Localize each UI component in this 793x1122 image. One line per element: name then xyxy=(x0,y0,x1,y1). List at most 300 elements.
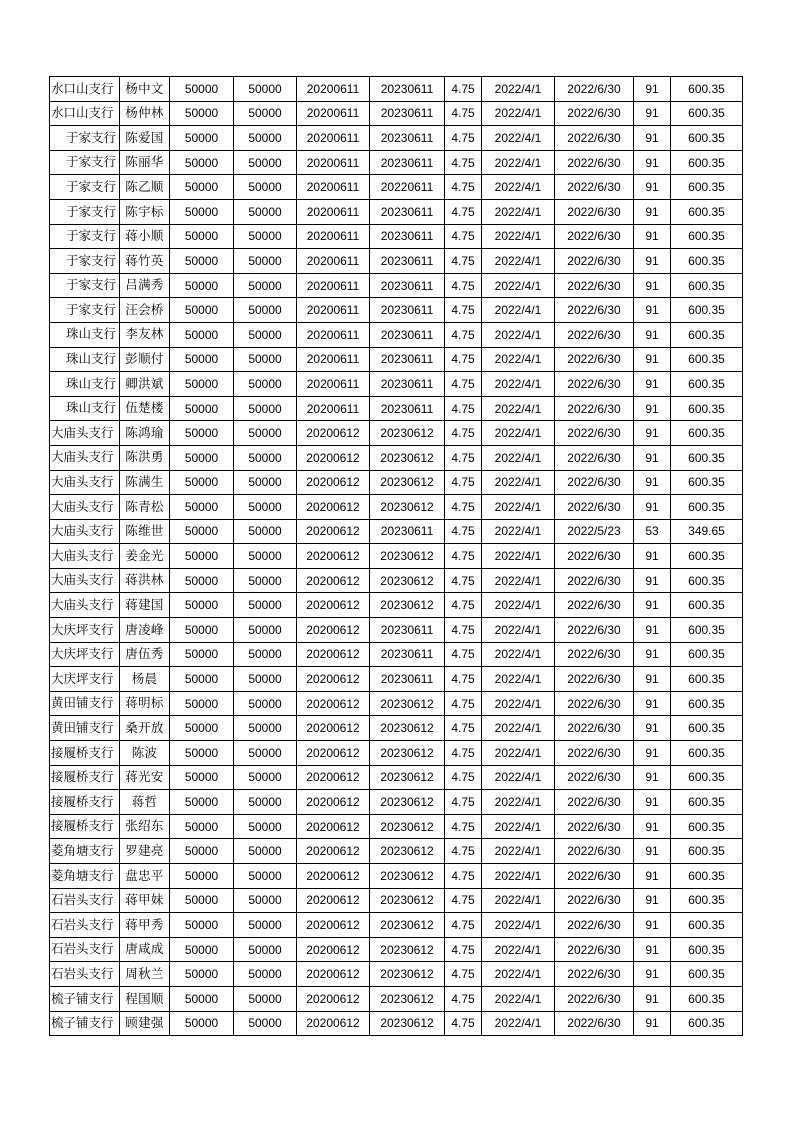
interest-amount-cell: 600.35 xyxy=(671,199,743,224)
interest-rate-cell: 4.75 xyxy=(445,765,482,790)
end-date-cell: 20230611 xyxy=(370,249,445,274)
days-cell: 91 xyxy=(634,470,671,495)
branch-cell: 珠山支行 xyxy=(50,322,120,347)
end-date-cell: 20230611 xyxy=(370,519,445,544)
branch-cell: 大庙头支行 xyxy=(50,445,120,470)
start-date-cell: 20200612 xyxy=(297,765,370,790)
period-start-cell: 2022/4/1 xyxy=(482,224,555,249)
borrower-name-cell: 周秋兰 xyxy=(120,962,170,987)
branch-cell: 菱角塘支行 xyxy=(50,864,120,889)
loan-amount-cell: 50000 xyxy=(170,396,234,421)
interest-amount-cell: 600.35 xyxy=(671,913,743,938)
period-start-cell: 2022/4/1 xyxy=(482,839,555,864)
table-row xyxy=(50,544,743,569)
period-end-cell: 2022/6/30 xyxy=(555,691,634,716)
table-row xyxy=(50,199,743,224)
balance-cell: 50000 xyxy=(234,322,297,347)
period-start-cell: 2022/4/1 xyxy=(482,470,555,495)
borrower-name-cell: 盘忠平 xyxy=(120,864,170,889)
period-end-cell: 2022/6/30 xyxy=(555,273,634,298)
table-row xyxy=(50,470,743,495)
table-row xyxy=(50,1011,743,1036)
loan-amount-cell: 50000 xyxy=(170,126,234,151)
table-row xyxy=(50,224,743,249)
table-row xyxy=(50,101,743,126)
branch-cell: 于家支行 xyxy=(50,224,120,249)
interest-rate-cell: 4.75 xyxy=(445,372,482,397)
table-row xyxy=(50,568,743,593)
end-date-cell: 20230612 xyxy=(370,544,445,569)
balance-cell: 50000 xyxy=(234,642,297,667)
start-date-cell: 20200612 xyxy=(297,642,370,667)
interest-amount-cell: 600.35 xyxy=(671,667,743,692)
borrower-name-cell: 蒋洪林 xyxy=(120,568,170,593)
start-date-cell: 20200611 xyxy=(297,347,370,372)
days-cell: 91 xyxy=(634,937,671,962)
period-start-cell: 2022/4/1 xyxy=(482,642,555,667)
days-cell: 91 xyxy=(634,126,671,151)
period-start-cell: 2022/4/1 xyxy=(482,273,555,298)
period-start-cell: 2022/4/1 xyxy=(482,396,555,421)
table-row xyxy=(50,691,743,716)
table-row xyxy=(50,273,743,298)
days-cell: 91 xyxy=(634,741,671,766)
end-date-cell: 20230612 xyxy=(370,716,445,741)
borrower-name-cell: 陈丽华 xyxy=(120,150,170,175)
interest-rate-cell: 4.75 xyxy=(445,298,482,323)
start-date-cell: 20200612 xyxy=(297,986,370,1011)
interest-amount-cell: 600.35 xyxy=(671,298,743,323)
interest-rate-cell: 4.75 xyxy=(445,421,482,446)
start-date-cell: 20200612 xyxy=(297,593,370,618)
branch-cell: 梳子铺支行 xyxy=(50,986,120,1011)
interest-amount-cell: 600.35 xyxy=(671,1011,743,1036)
balance-cell: 50000 xyxy=(234,175,297,200)
borrower-name-cell: 蒋建国 xyxy=(120,593,170,618)
end-date-cell: 20230612 xyxy=(370,1011,445,1036)
period-start-cell: 2022/4/1 xyxy=(482,322,555,347)
start-date-cell: 20200611 xyxy=(297,298,370,323)
period-start-cell: 2022/4/1 xyxy=(482,790,555,815)
interest-rate-cell: 4.75 xyxy=(445,175,482,200)
period-start-cell: 2022/4/1 xyxy=(482,445,555,470)
balance-cell: 50000 xyxy=(234,839,297,864)
balance-cell: 50000 xyxy=(234,986,297,1011)
end-date-cell: 20230611 xyxy=(370,298,445,323)
start-date-cell: 20200612 xyxy=(297,888,370,913)
start-date-cell: 20200611 xyxy=(297,322,370,347)
balance-cell: 50000 xyxy=(234,741,297,766)
interest-amount-cell: 600.35 xyxy=(671,396,743,421)
balance-cell: 50000 xyxy=(234,199,297,224)
period-end-cell: 2022/6/30 xyxy=(555,568,634,593)
borrower-name-cell: 顾建强 xyxy=(120,1011,170,1036)
table-row xyxy=(50,322,743,347)
period-start-cell: 2022/4/1 xyxy=(482,814,555,839)
end-date-cell: 20230612 xyxy=(370,741,445,766)
interest-amount-cell: 600.35 xyxy=(671,568,743,593)
start-date-cell: 20200612 xyxy=(297,913,370,938)
branch-cell: 石岩头支行 xyxy=(50,962,120,987)
interest-rate-cell: 4.75 xyxy=(445,126,482,151)
days-cell: 91 xyxy=(634,618,671,643)
balance-cell: 50000 xyxy=(234,224,297,249)
period-end-cell: 2022/6/30 xyxy=(555,642,634,667)
borrower-name-cell: 蒋光安 xyxy=(120,765,170,790)
balance-cell: 50000 xyxy=(234,519,297,544)
days-cell: 91 xyxy=(634,839,671,864)
period-end-cell: 2022/6/30 xyxy=(555,593,634,618)
start-date-cell: 20200611 xyxy=(297,150,370,175)
days-cell: 91 xyxy=(634,273,671,298)
balance-cell: 50000 xyxy=(234,814,297,839)
loan-amount-cell: 50000 xyxy=(170,642,234,667)
start-date-cell: 20200612 xyxy=(297,568,370,593)
days-cell: 91 xyxy=(634,150,671,175)
end-date-cell: 20230612 xyxy=(370,790,445,815)
period-end-cell: 2022/6/30 xyxy=(555,913,634,938)
interest-amount-cell: 600.35 xyxy=(671,937,743,962)
table-row xyxy=(50,716,743,741)
start-date-cell: 20200612 xyxy=(297,1011,370,1036)
end-date-cell: 20230611 xyxy=(370,273,445,298)
loan-amount-cell: 50000 xyxy=(170,864,234,889)
table-row xyxy=(50,347,743,372)
branch-cell: 珠山支行 xyxy=(50,347,120,372)
period-start-cell: 2022/4/1 xyxy=(482,249,555,274)
loan-amount-cell: 50000 xyxy=(170,986,234,1011)
balance-cell: 50000 xyxy=(234,888,297,913)
table-row xyxy=(50,937,743,962)
period-end-cell: 2022/6/30 xyxy=(555,741,634,766)
end-date-cell: 20230612 xyxy=(370,421,445,446)
loan-amount-cell: 50000 xyxy=(170,790,234,815)
period-start-cell: 2022/4/1 xyxy=(482,298,555,323)
table-row xyxy=(50,421,743,446)
branch-cell: 接履桥支行 xyxy=(50,790,120,815)
interest-rate-cell: 4.75 xyxy=(445,77,482,102)
days-cell: 91 xyxy=(634,445,671,470)
table-row xyxy=(50,593,743,618)
start-date-cell: 20200612 xyxy=(297,741,370,766)
interest-rate-cell: 4.75 xyxy=(445,568,482,593)
period-start-cell: 2022/4/1 xyxy=(482,421,555,446)
balance-cell: 50000 xyxy=(234,150,297,175)
interest-rate-cell: 4.75 xyxy=(445,864,482,889)
days-cell: 91 xyxy=(634,814,671,839)
borrower-name-cell: 陈维世 xyxy=(120,519,170,544)
balance-cell: 50000 xyxy=(234,1011,297,1036)
branch-cell: 大庆坪支行 xyxy=(50,667,120,692)
branch-cell: 黄田铺支行 xyxy=(50,691,120,716)
balance-cell: 50000 xyxy=(234,347,297,372)
interest-rate-cell: 4.75 xyxy=(445,150,482,175)
period-end-cell: 2022/6/30 xyxy=(555,421,634,446)
interest-rate-cell: 4.75 xyxy=(445,544,482,569)
balance-cell: 50000 xyxy=(234,618,297,643)
borrower-name-cell: 张绍东 xyxy=(120,814,170,839)
end-date-cell: 20230612 xyxy=(370,593,445,618)
interest-amount-cell: 600.35 xyxy=(671,421,743,446)
branch-cell: 大庙头支行 xyxy=(50,593,120,618)
borrower-name-cell: 蒋竹英 xyxy=(120,249,170,274)
loan-amount-cell: 50000 xyxy=(170,322,234,347)
end-date-cell: 20230611 xyxy=(370,642,445,667)
borrower-name-cell: 杨晨 xyxy=(120,667,170,692)
days-cell: 91 xyxy=(634,667,671,692)
period-start-cell: 2022/4/1 xyxy=(482,568,555,593)
start-date-cell: 20200612 xyxy=(297,864,370,889)
period-end-cell: 2022/6/30 xyxy=(555,150,634,175)
branch-cell: 黄田铺支行 xyxy=(50,716,120,741)
table-row xyxy=(50,864,743,889)
loan-amount-cell: 50000 xyxy=(170,77,234,102)
interest-amount-cell: 600.35 xyxy=(671,716,743,741)
table-row xyxy=(50,913,743,938)
branch-cell: 于家支行 xyxy=(50,150,120,175)
balance-cell: 50000 xyxy=(234,126,297,151)
branch-cell: 大庙头支行 xyxy=(50,568,120,593)
start-date-cell: 20200612 xyxy=(297,519,370,544)
balance-cell: 50000 xyxy=(234,913,297,938)
period-start-cell: 2022/4/1 xyxy=(482,1011,555,1036)
interest-amount-cell: 600.35 xyxy=(671,814,743,839)
interest-amount-cell: 600.35 xyxy=(671,273,743,298)
start-date-cell: 20200612 xyxy=(297,421,370,446)
interest-amount-cell: 600.35 xyxy=(671,864,743,889)
loan-amount-cell: 50000 xyxy=(170,199,234,224)
period-start-cell: 2022/4/1 xyxy=(482,175,555,200)
interest-amount-cell: 600.35 xyxy=(671,347,743,372)
interest-rate-cell: 4.75 xyxy=(445,642,482,667)
borrower-name-cell: 唐凌峰 xyxy=(120,618,170,643)
period-end-cell: 2022/6/30 xyxy=(555,839,634,864)
loan-amount-cell: 50000 xyxy=(170,298,234,323)
balance-cell: 50000 xyxy=(234,101,297,126)
loan-amount-cell: 50000 xyxy=(170,544,234,569)
days-cell: 91 xyxy=(634,691,671,716)
borrower-name-cell: 李友林 xyxy=(120,322,170,347)
interest-rate-cell: 4.75 xyxy=(445,224,482,249)
branch-cell: 接履桥支行 xyxy=(50,741,120,766)
period-start-cell: 2022/4/1 xyxy=(482,372,555,397)
balance-cell: 50000 xyxy=(234,544,297,569)
days-cell: 53 xyxy=(634,519,671,544)
start-date-cell: 20200611 xyxy=(297,372,370,397)
table-row xyxy=(50,495,743,520)
interest-amount-cell: 600.35 xyxy=(671,790,743,815)
loan-amount-cell: 50000 xyxy=(170,421,234,446)
interest-amount-cell: 600.35 xyxy=(671,126,743,151)
table-row xyxy=(50,396,743,421)
interest-amount-cell: 600.35 xyxy=(671,249,743,274)
interest-rate-cell: 4.75 xyxy=(445,519,482,544)
borrower-name-cell: 陈爱国 xyxy=(120,126,170,151)
loan-amount-cell: 50000 xyxy=(170,937,234,962)
branch-cell: 石岩头支行 xyxy=(50,913,120,938)
interest-amount-cell: 600.35 xyxy=(671,618,743,643)
borrower-name-cell: 汪会桥 xyxy=(120,298,170,323)
table-row xyxy=(50,445,743,470)
interest-amount-cell: 600.35 xyxy=(671,544,743,569)
loan-amount-cell: 50000 xyxy=(170,765,234,790)
days-cell: 91 xyxy=(634,544,671,569)
borrower-name-cell: 桑开放 xyxy=(120,716,170,741)
table-row xyxy=(50,519,743,544)
end-date-cell: 20230612 xyxy=(370,765,445,790)
period-start-cell: 2022/4/1 xyxy=(482,716,555,741)
start-date-cell: 20200612 xyxy=(297,814,370,839)
start-date-cell: 20200612 xyxy=(297,495,370,520)
table-row xyxy=(50,249,743,274)
period-end-cell: 2022/6/30 xyxy=(555,618,634,643)
period-end-cell: 2022/6/30 xyxy=(555,667,634,692)
interest-amount-cell: 600.35 xyxy=(671,593,743,618)
branch-cell: 石岩头支行 xyxy=(50,937,120,962)
interest-rate-cell: 4.75 xyxy=(445,618,482,643)
start-date-cell: 20200611 xyxy=(297,224,370,249)
period-end-cell: 2022/6/30 xyxy=(555,322,634,347)
loan-amount-cell: 50000 xyxy=(170,224,234,249)
days-cell: 91 xyxy=(634,372,671,397)
period-end-cell: 2022/6/30 xyxy=(555,470,634,495)
loan-amount-cell: 50000 xyxy=(170,273,234,298)
end-date-cell: 20230612 xyxy=(370,470,445,495)
table-row xyxy=(50,839,743,864)
start-date-cell: 20200611 xyxy=(297,101,370,126)
loan-amount-cell: 50000 xyxy=(170,913,234,938)
branch-cell: 于家支行 xyxy=(50,126,120,151)
end-date-cell: 20230611 xyxy=(370,322,445,347)
interest-amount-cell: 600.35 xyxy=(671,888,743,913)
period-end-cell: 2022/6/30 xyxy=(555,937,634,962)
end-date-cell: 20230612 xyxy=(370,691,445,716)
table-row xyxy=(50,962,743,987)
loan-amount-cell: 50000 xyxy=(170,741,234,766)
days-cell: 91 xyxy=(634,421,671,446)
days-cell: 91 xyxy=(634,568,671,593)
days-cell: 91 xyxy=(634,101,671,126)
period-end-cell: 2022/6/30 xyxy=(555,126,634,151)
loan-amount-cell: 50000 xyxy=(170,1011,234,1036)
period-start-cell: 2022/4/1 xyxy=(482,888,555,913)
branch-cell: 于家支行 xyxy=(50,199,120,224)
balance-cell: 50000 xyxy=(234,790,297,815)
table-row xyxy=(50,77,743,102)
borrower-name-cell: 伍楚楼 xyxy=(120,396,170,421)
period-end-cell: 2022/6/30 xyxy=(555,396,634,421)
balance-cell: 50000 xyxy=(234,396,297,421)
borrower-name-cell: 罗建亮 xyxy=(120,839,170,864)
loan-amount-cell: 50000 xyxy=(170,249,234,274)
borrower-name-cell: 卿洪斌 xyxy=(120,372,170,397)
interest-amount-cell: 600.35 xyxy=(671,962,743,987)
loan-amount-cell: 50000 xyxy=(170,667,234,692)
balance-cell: 50000 xyxy=(234,593,297,618)
period-start-cell: 2022/4/1 xyxy=(482,667,555,692)
borrower-name-cell: 陈青松 xyxy=(120,495,170,520)
start-date-cell: 20200611 xyxy=(297,249,370,274)
balance-cell: 50000 xyxy=(234,937,297,962)
balance-cell: 50000 xyxy=(234,470,297,495)
end-date-cell: 20230612 xyxy=(370,962,445,987)
interest-rate-cell: 4.75 xyxy=(445,322,482,347)
branch-cell: 梳子铺支行 xyxy=(50,1011,120,1036)
table-row xyxy=(50,814,743,839)
period-end-cell: 2022/6/30 xyxy=(555,445,634,470)
period-start-cell: 2022/4/1 xyxy=(482,618,555,643)
borrower-name-cell: 陈洪勇 xyxy=(120,445,170,470)
period-end-cell: 2022/6/30 xyxy=(555,175,634,200)
branch-cell: 珠山支行 xyxy=(50,372,120,397)
borrower-name-cell: 陈鸿瑜 xyxy=(120,421,170,446)
interest-rate-cell: 4.75 xyxy=(445,962,482,987)
branch-cell: 石岩头支行 xyxy=(50,888,120,913)
days-cell: 91 xyxy=(634,790,671,815)
loan-amount-cell: 50000 xyxy=(170,962,234,987)
period-end-cell: 2022/6/30 xyxy=(555,888,634,913)
interest-amount-cell: 600.35 xyxy=(671,372,743,397)
borrower-name-cell: 彭顺付 xyxy=(120,347,170,372)
period-end-cell: 2022/6/30 xyxy=(555,544,634,569)
period-end-cell: 2022/6/30 xyxy=(555,765,634,790)
interest-rate-cell: 4.75 xyxy=(445,814,482,839)
period-end-cell: 2022/6/30 xyxy=(555,101,634,126)
interest-rate-cell: 4.75 xyxy=(445,249,482,274)
period-end-cell: 2022/6/30 xyxy=(555,962,634,987)
days-cell: 91 xyxy=(634,77,671,102)
borrower-name-cell: 蒋小顺 xyxy=(120,224,170,249)
interest-rate-cell: 4.75 xyxy=(445,396,482,421)
interest-amount-cell: 600.35 xyxy=(671,150,743,175)
end-date-cell: 20230612 xyxy=(370,445,445,470)
table-row xyxy=(50,126,743,151)
table-row xyxy=(50,618,743,643)
days-cell: 91 xyxy=(634,322,671,347)
end-date-cell: 20230611 xyxy=(370,347,445,372)
loan-amount-cell: 50000 xyxy=(170,470,234,495)
end-date-cell: 20230612 xyxy=(370,495,445,520)
start-date-cell: 20200612 xyxy=(297,544,370,569)
table-row xyxy=(50,790,743,815)
loan-amount-cell: 50000 xyxy=(170,175,234,200)
interest-rate-cell: 4.75 xyxy=(445,913,482,938)
loan-amount-cell: 50000 xyxy=(170,691,234,716)
start-date-cell: 20200612 xyxy=(297,839,370,864)
branch-cell: 大庙头支行 xyxy=(50,519,120,544)
interest-amount-cell: 600.35 xyxy=(671,691,743,716)
branch-cell: 于家支行 xyxy=(50,249,120,274)
table-row xyxy=(50,175,743,200)
days-cell: 91 xyxy=(634,593,671,618)
balance-cell: 50000 xyxy=(234,77,297,102)
interest-rate-cell: 4.75 xyxy=(445,1011,482,1036)
branch-cell: 于家支行 xyxy=(50,298,120,323)
start-date-cell: 20200611 xyxy=(297,396,370,421)
loan-amount-cell: 50000 xyxy=(170,716,234,741)
branch-cell: 于家支行 xyxy=(50,175,120,200)
branch-cell: 大庆坪支行 xyxy=(50,642,120,667)
period-end-cell: 2022/6/30 xyxy=(555,298,634,323)
branch-cell: 珠山支行 xyxy=(50,396,120,421)
branch-cell: 大庙头支行 xyxy=(50,470,120,495)
branch-cell: 于家支行 xyxy=(50,273,120,298)
end-date-cell: 20230611 xyxy=(370,126,445,151)
period-start-cell: 2022/4/1 xyxy=(482,495,555,520)
interest-amount-cell: 600.35 xyxy=(671,224,743,249)
loan-amount-cell: 50000 xyxy=(170,519,234,544)
loan-amount-cell: 50000 xyxy=(170,347,234,372)
